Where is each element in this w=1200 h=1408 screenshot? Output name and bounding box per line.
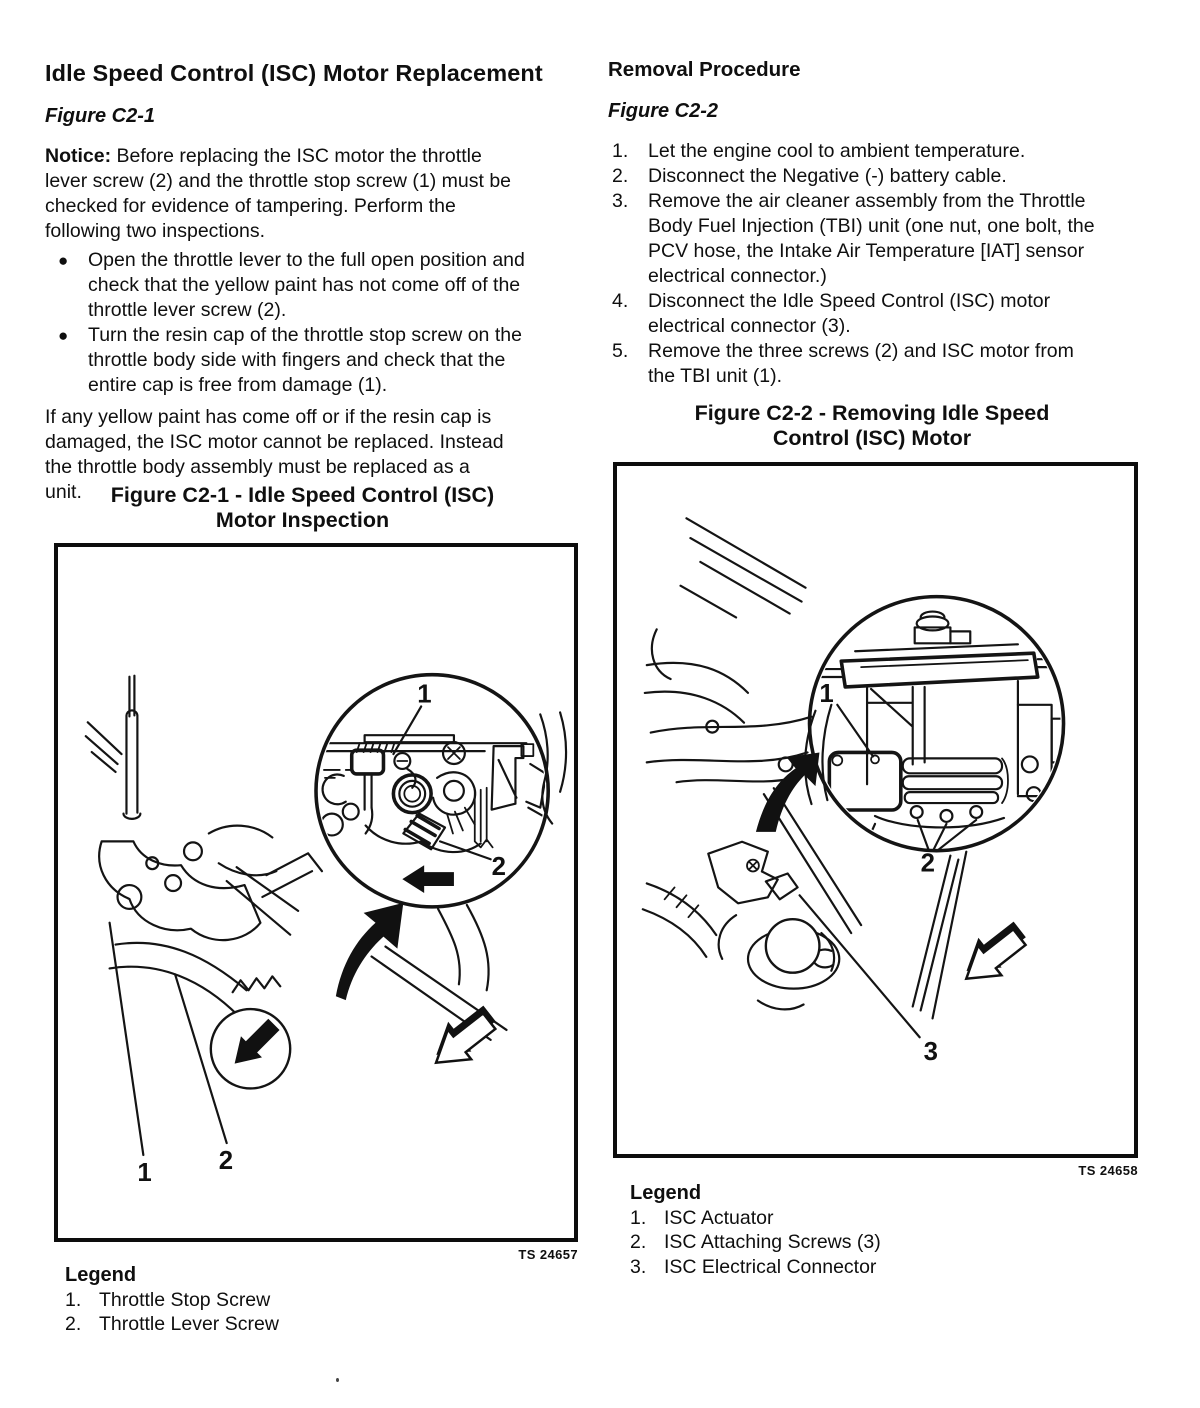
figure-ref-c2-1: Figure C2-1 (45, 105, 156, 127)
legend-title: Legend (65, 1264, 137, 1286)
figure-c2-2-illustration (613, 462, 1138, 1158)
notice-paragraph (45, 144, 511, 244)
step-number: 4. (612, 290, 629, 312)
step-text: Let the engine cool to ambient temperature. (648, 140, 1026, 162)
outline-3d-arrow-icon (951, 915, 1035, 994)
legend-item: 3. ISC Electrical Connector (630, 1255, 877, 1278)
removal-steps (608, 139, 1142, 389)
callout-1-label: 1 (137, 1158, 152, 1187)
legend-item: 2. ISC Attaching Screws (3) (630, 1231, 881, 1253)
notice-label: Notice: (45, 145, 112, 167)
outline-3d-arrow-icon (421, 999, 505, 1078)
figure-c2-1-caption: Figure C2-1 - Idle Speed Control (ISC) Motor Inspection (110, 483, 495, 532)
step-1 (608, 139, 1142, 164)
step-text: Disconnect the Idle Speed Control (ISC) motor electrical connector (3). (648, 290, 1051, 337)
callout-1-leader-long (110, 923, 144, 1155)
callout-2-inset: 2 (491, 853, 506, 882)
notice-text: Before replacing the ISC motor the throttle lever screw (2) and the throttle stop screw (1) must be checked for evidence of tampering. Perform the following two inspections. (45, 145, 512, 242)
figure-c2-2-legend (630, 1181, 881, 1279)
step-number: 2. (612, 165, 629, 187)
scan-speck (336, 1378, 339, 1382)
step-4 (608, 289, 1142, 339)
step-5 (608, 339, 1142, 389)
step-text: Remove the three screws (2) and ISC motor from the TBI unit (1). (648, 340, 1074, 387)
legend-title: Legend (630, 1182, 702, 1204)
bullet-text: Open the throttle lever to the full open position and check that the yellow paint has not come off of the throttle lever screw (2). (88, 249, 525, 321)
step-number: 3. (612, 190, 629, 212)
conclusion-paragraph: If any yellow paint has come off or if the resin cap is damaged, the ISC motor cannot be replaced. Instead the throttle body assembly must be replaced as a unit. (45, 406, 504, 503)
right-column (608, 58, 1142, 389)
step-text: Disconnect the Negative (-) battery cable. (648, 165, 1007, 187)
isc-removal-drawing (617, 466, 1134, 1154)
step-2 (608, 164, 1142, 189)
figure-ref-c2-2: Figure C2-2 (608, 100, 719, 122)
step-text: Remove the air cleaner assembly from the Throttle Body Fuel Injection (TBI) unit (one nut, one bolt, the PCV hose, the Intake Air Temperature [IAT] sensor electrical connector.) (648, 190, 1095, 287)
legend-item: 1. Throttle Stop Screw (65, 1288, 271, 1311)
callout-2-label: 2 (218, 1146, 234, 1175)
figure-c2-2-caption: Figure C2-2 - Removing Idle Speed Control (ISC) Motor (694, 401, 1050, 450)
figure-id-ts24657: TS 24657 (518, 1247, 578, 1262)
section-title: Removal Procedure (608, 58, 801, 81)
callout-1-inset: 1 (417, 680, 432, 709)
step-number: 5. (612, 340, 629, 362)
legend-item: 1. ISC Actuator (630, 1206, 774, 1229)
bullet-text: Turn the resin cap of the throttle stop screw on the throttle body side with fingers and check that the entire cap is free from damage (1). (88, 324, 522, 396)
figure-c2-1-legend (65, 1263, 279, 1337)
callout-3-label: 3 (923, 1038, 938, 1067)
engine-inspection-drawing (58, 547, 574, 1238)
left-column (45, 60, 557, 505)
figure-id-ts24658: TS 24658 (1078, 1163, 1138, 1178)
bullet-dot-icon: ● (58, 251, 69, 270)
step-3 (608, 189, 1142, 289)
magnifier-circle (810, 597, 1064, 851)
legend-item: 2. Throttle Lever Screw (65, 1313, 279, 1335)
callout-1-label: 1 (819, 679, 834, 708)
curved-zoom-arrow-icon (756, 752, 820, 831)
inspection-bullet-1 (45, 248, 557, 323)
step-number: 1. (612, 140, 629, 162)
page-title: Idle Speed Control (ISC) Motor Replacement (45, 60, 543, 86)
callout-2-label: 2 (920, 849, 936, 878)
bullet-dot-icon: ● (58, 326, 69, 345)
figure-c2-1-illustration (54, 543, 578, 1242)
inspection-bullet-2 (45, 323, 557, 398)
